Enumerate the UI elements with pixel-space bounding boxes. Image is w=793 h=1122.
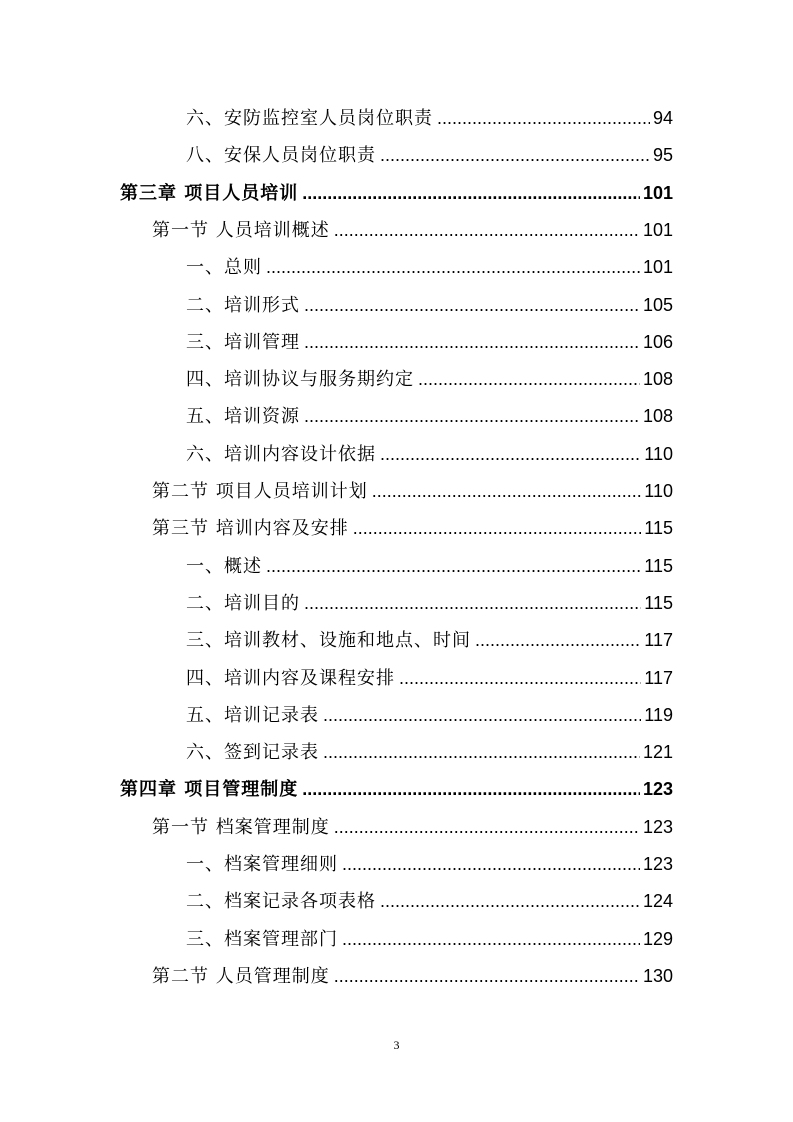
toc-entry-title: 八、安保人员岗位职责 <box>186 145 376 167</box>
toc-entry-page: 121 <box>642 742 673 763</box>
toc-dot-leader <box>323 734 640 770</box>
toc-dot-leader <box>399 660 641 696</box>
toc-dot-leader <box>334 809 640 845</box>
toc-entry-page: 124 <box>642 891 673 912</box>
toc-entry-page: 108 <box>642 369 673 390</box>
toc-dot-leader <box>380 137 650 173</box>
toc-subsection-entry[interactable] <box>186 100 673 136</box>
toc-dot-leader <box>302 175 640 211</box>
toc-subsection-entry[interactable] <box>186 585 673 621</box>
toc-dot-leader <box>304 324 640 360</box>
toc-entry-title: 三、培训管理 <box>186 331 300 353</box>
toc-entry-title: 二、培训形式 <box>186 294 300 316</box>
toc-entry-page: 106 <box>642 331 673 352</box>
toc-entry-title: 第一节 档案管理制度 <box>152 816 330 838</box>
toc-subsection-entry[interactable] <box>186 734 673 770</box>
toc-entry-page: 123 <box>642 816 673 837</box>
toc-dot-leader <box>304 287 640 323</box>
toc-entry-title: 四、培训内容及课程安排 <box>186 667 395 689</box>
toc-entry-title: 四、培训协议与服务期约定 <box>186 369 414 391</box>
toc-subsection-entry[interactable] <box>186 921 673 957</box>
toc-entry-title: 一、档案管理细则 <box>186 854 338 875</box>
toc-subsection-entry[interactable] <box>186 883 673 919</box>
toc-subsection-entry[interactable] <box>186 324 673 360</box>
toc-entry-page: 115 <box>644 518 673 539</box>
toc-dot-leader <box>302 771 640 807</box>
toc-dot-leader <box>304 585 641 621</box>
toc-dot-leader <box>323 697 641 733</box>
toc-entry-page: 94 <box>652 108 673 128</box>
toc-entry-title: 一、总则 <box>186 257 262 279</box>
toc-entry-page: 117 <box>644 630 673 651</box>
toc-subsection-entry[interactable] <box>186 622 673 658</box>
toc-dot-leader <box>334 958 640 994</box>
toc-section-entry[interactable] <box>152 958 673 994</box>
toc-entry-title: 六、安防监控室人员岗位职责 <box>186 108 433 129</box>
toc-entry-title: 六、签到记录表 <box>186 742 319 764</box>
toc-entry-page: 101 <box>642 257 673 278</box>
toc-dot-leader <box>266 548 641 584</box>
toc-entry-title: 第四章 项目管理制度 <box>120 779 299 801</box>
toc-entry-page: 95 <box>652 145 673 166</box>
toc-subsection-entry[interactable] <box>186 660 673 696</box>
toc-entry-page: 108 <box>642 406 673 427</box>
toc-dot-leader <box>475 622 641 658</box>
toc-entry-title: 一、概述 <box>186 555 262 577</box>
toc-entry-page: 119 <box>644 704 673 725</box>
toc-entry-title: 三、档案管理部门 <box>186 928 338 950</box>
toc-entry-page: 123 <box>642 854 673 874</box>
toc-dot-leader <box>334 212 640 248</box>
toc-entry-page: 105 <box>642 294 673 315</box>
toc-entry-page: 101 <box>642 219 673 240</box>
page-number: 3 <box>393 1038 400 1052</box>
toc-entry-page: 123 <box>642 779 673 800</box>
toc-dot-leader <box>372 473 642 509</box>
toc-dot-leader <box>342 921 640 957</box>
toc-dot-leader <box>353 510 642 546</box>
toc-entry-title: 第二节 项目人员培训计划 <box>152 481 368 502</box>
toc-section-entry[interactable] <box>152 809 673 845</box>
toc-section-entry[interactable] <box>152 510 673 546</box>
toc-entry-page: 101 <box>642 182 673 203</box>
toc-dot-leader <box>437 100 650 136</box>
toc-subsection-entry[interactable] <box>186 697 673 733</box>
toc-subsection-entry[interactable] <box>186 436 673 472</box>
toc-entry-title: 五、培训资源 <box>186 406 300 428</box>
toc-entry-page: 129 <box>642 928 673 949</box>
toc-entry-page: 110 <box>644 481 673 501</box>
toc-dot-leader <box>380 436 641 472</box>
toc-section-entry[interactable] <box>152 473 673 509</box>
toc-subsection-entry[interactable] <box>186 846 673 882</box>
toc-dot-leader <box>380 883 640 919</box>
toc-subsection-entry[interactable] <box>186 137 673 173</box>
toc-chapter-entry[interactable] <box>120 771 673 807</box>
toc-dot-leader <box>418 361 640 397</box>
toc-entry-title: 二、档案记录各项表格 <box>186 891 376 913</box>
toc-entry-page: 115 <box>644 592 673 613</box>
toc-entry-page: 110 <box>644 443 673 464</box>
toc-entry-title: 六、培训内容设计依据 <box>186 443 376 465</box>
toc-entry-title: 第三章 项目人员培训 <box>120 182 299 204</box>
toc-entry-page: 115 <box>644 555 673 576</box>
toc-entry-title: 五、培训记录表 <box>186 704 319 726</box>
toc-section-entry[interactable] <box>152 212 673 248</box>
toc-subsection-entry[interactable] <box>186 287 673 323</box>
toc-entry-title: 第三节 培训内容及安排 <box>152 518 349 540</box>
toc-subsection-entry[interactable] <box>186 249 673 285</box>
toc-entry-title: 第一节 人员培训概述 <box>152 219 330 241</box>
toc-chapter-entry[interactable] <box>120 175 673 211</box>
toc-entry-title: 二、培训目的 <box>186 592 300 614</box>
toc-dot-leader <box>266 249 640 285</box>
toc-dot-leader <box>304 398 640 434</box>
toc-entry-page: 130 <box>642 965 673 986</box>
toc-entry-page: 117 <box>644 667 673 688</box>
toc-entry-title: 三、培训教材、设施和地点、时间 <box>186 630 471 652</box>
toc-subsection-entry[interactable] <box>186 548 673 584</box>
toc-dot-leader <box>342 846 640 882</box>
toc-subsection-entry[interactable] <box>186 398 673 434</box>
toc-subsection-entry[interactable] <box>186 361 673 397</box>
toc-entry-title: 第二节 人员管理制度 <box>152 965 330 987</box>
